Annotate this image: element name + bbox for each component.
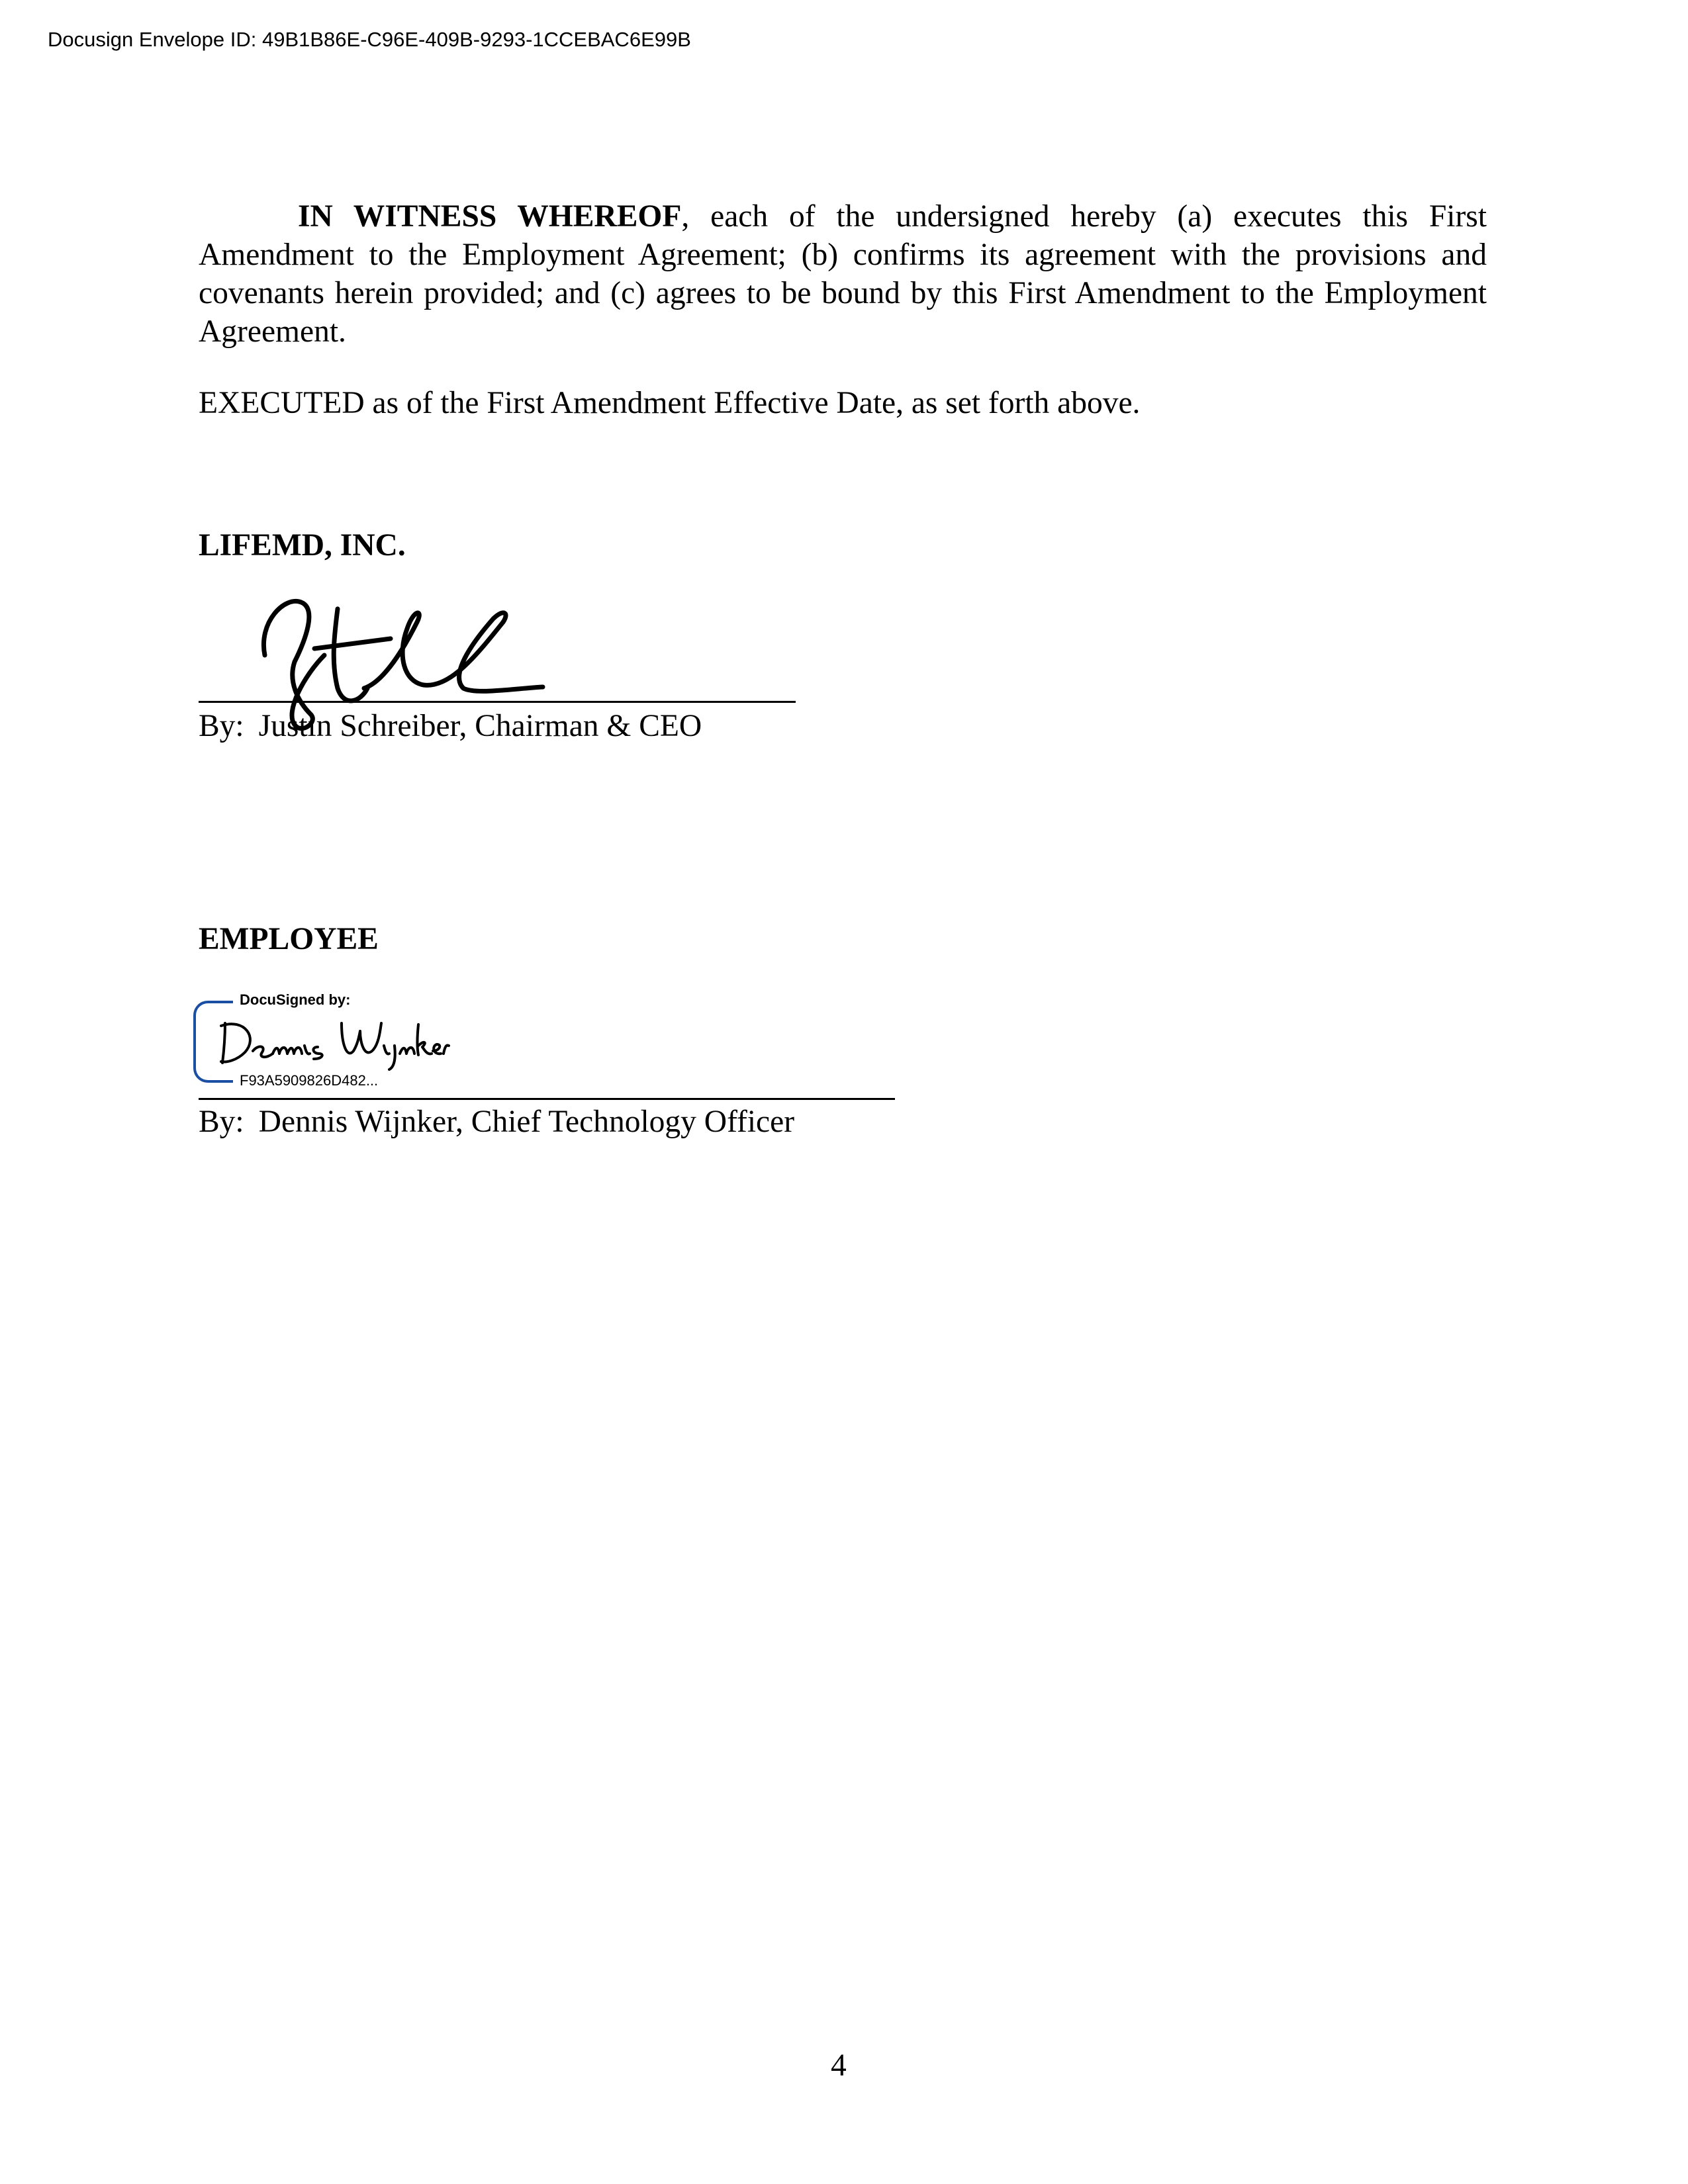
company-signatory: Justin Schreiber, Chairman & CEO [258, 709, 702, 743]
executed-statement: EXECUTED as of the First Amendment Effective Date, as set forth above. [199, 386, 1141, 420]
witness-paragraph [199, 197, 1487, 351]
witness-text: , each of the undersigned hereby (a) executes this First Amendment to the Employment Agreement; (b) confirms its agreement with the provisions and covenants herein provided; and (c) agrees to be bound by this First Amendment to the Employment Agreement. [199, 199, 1487, 349]
witness-lead: IN WITNESS WHEREOF [298, 199, 682, 234]
docusign-header: DocuSigned by: [240, 991, 351, 1008]
company-by-label: By: [199, 709, 244, 743]
docusign-code: F93A5909826D482... [240, 1072, 379, 1089]
employee-signature-image [212, 1011, 450, 1072]
company-heading: LIFEMD, INC. [199, 528, 406, 563]
envelope-id: Docusign Envelope ID: 49B1B86E-C96E-409B-9293-1CCEBAC6E99B [48, 28, 691, 51]
employee-heading: EMPLOYEE [199, 922, 379, 956]
employee-by-line [199, 1103, 794, 1141]
employee-signatory: Dennis Wijnker, Chief Technology Officer [258, 1105, 795, 1139]
employee-signature-line [199, 1098, 895, 1100]
employee-by-label: By: [199, 1105, 244, 1139]
page-number: 4 [831, 2048, 847, 2083]
company-signature-line [199, 701, 796, 703]
company-by-line [199, 707, 702, 745]
